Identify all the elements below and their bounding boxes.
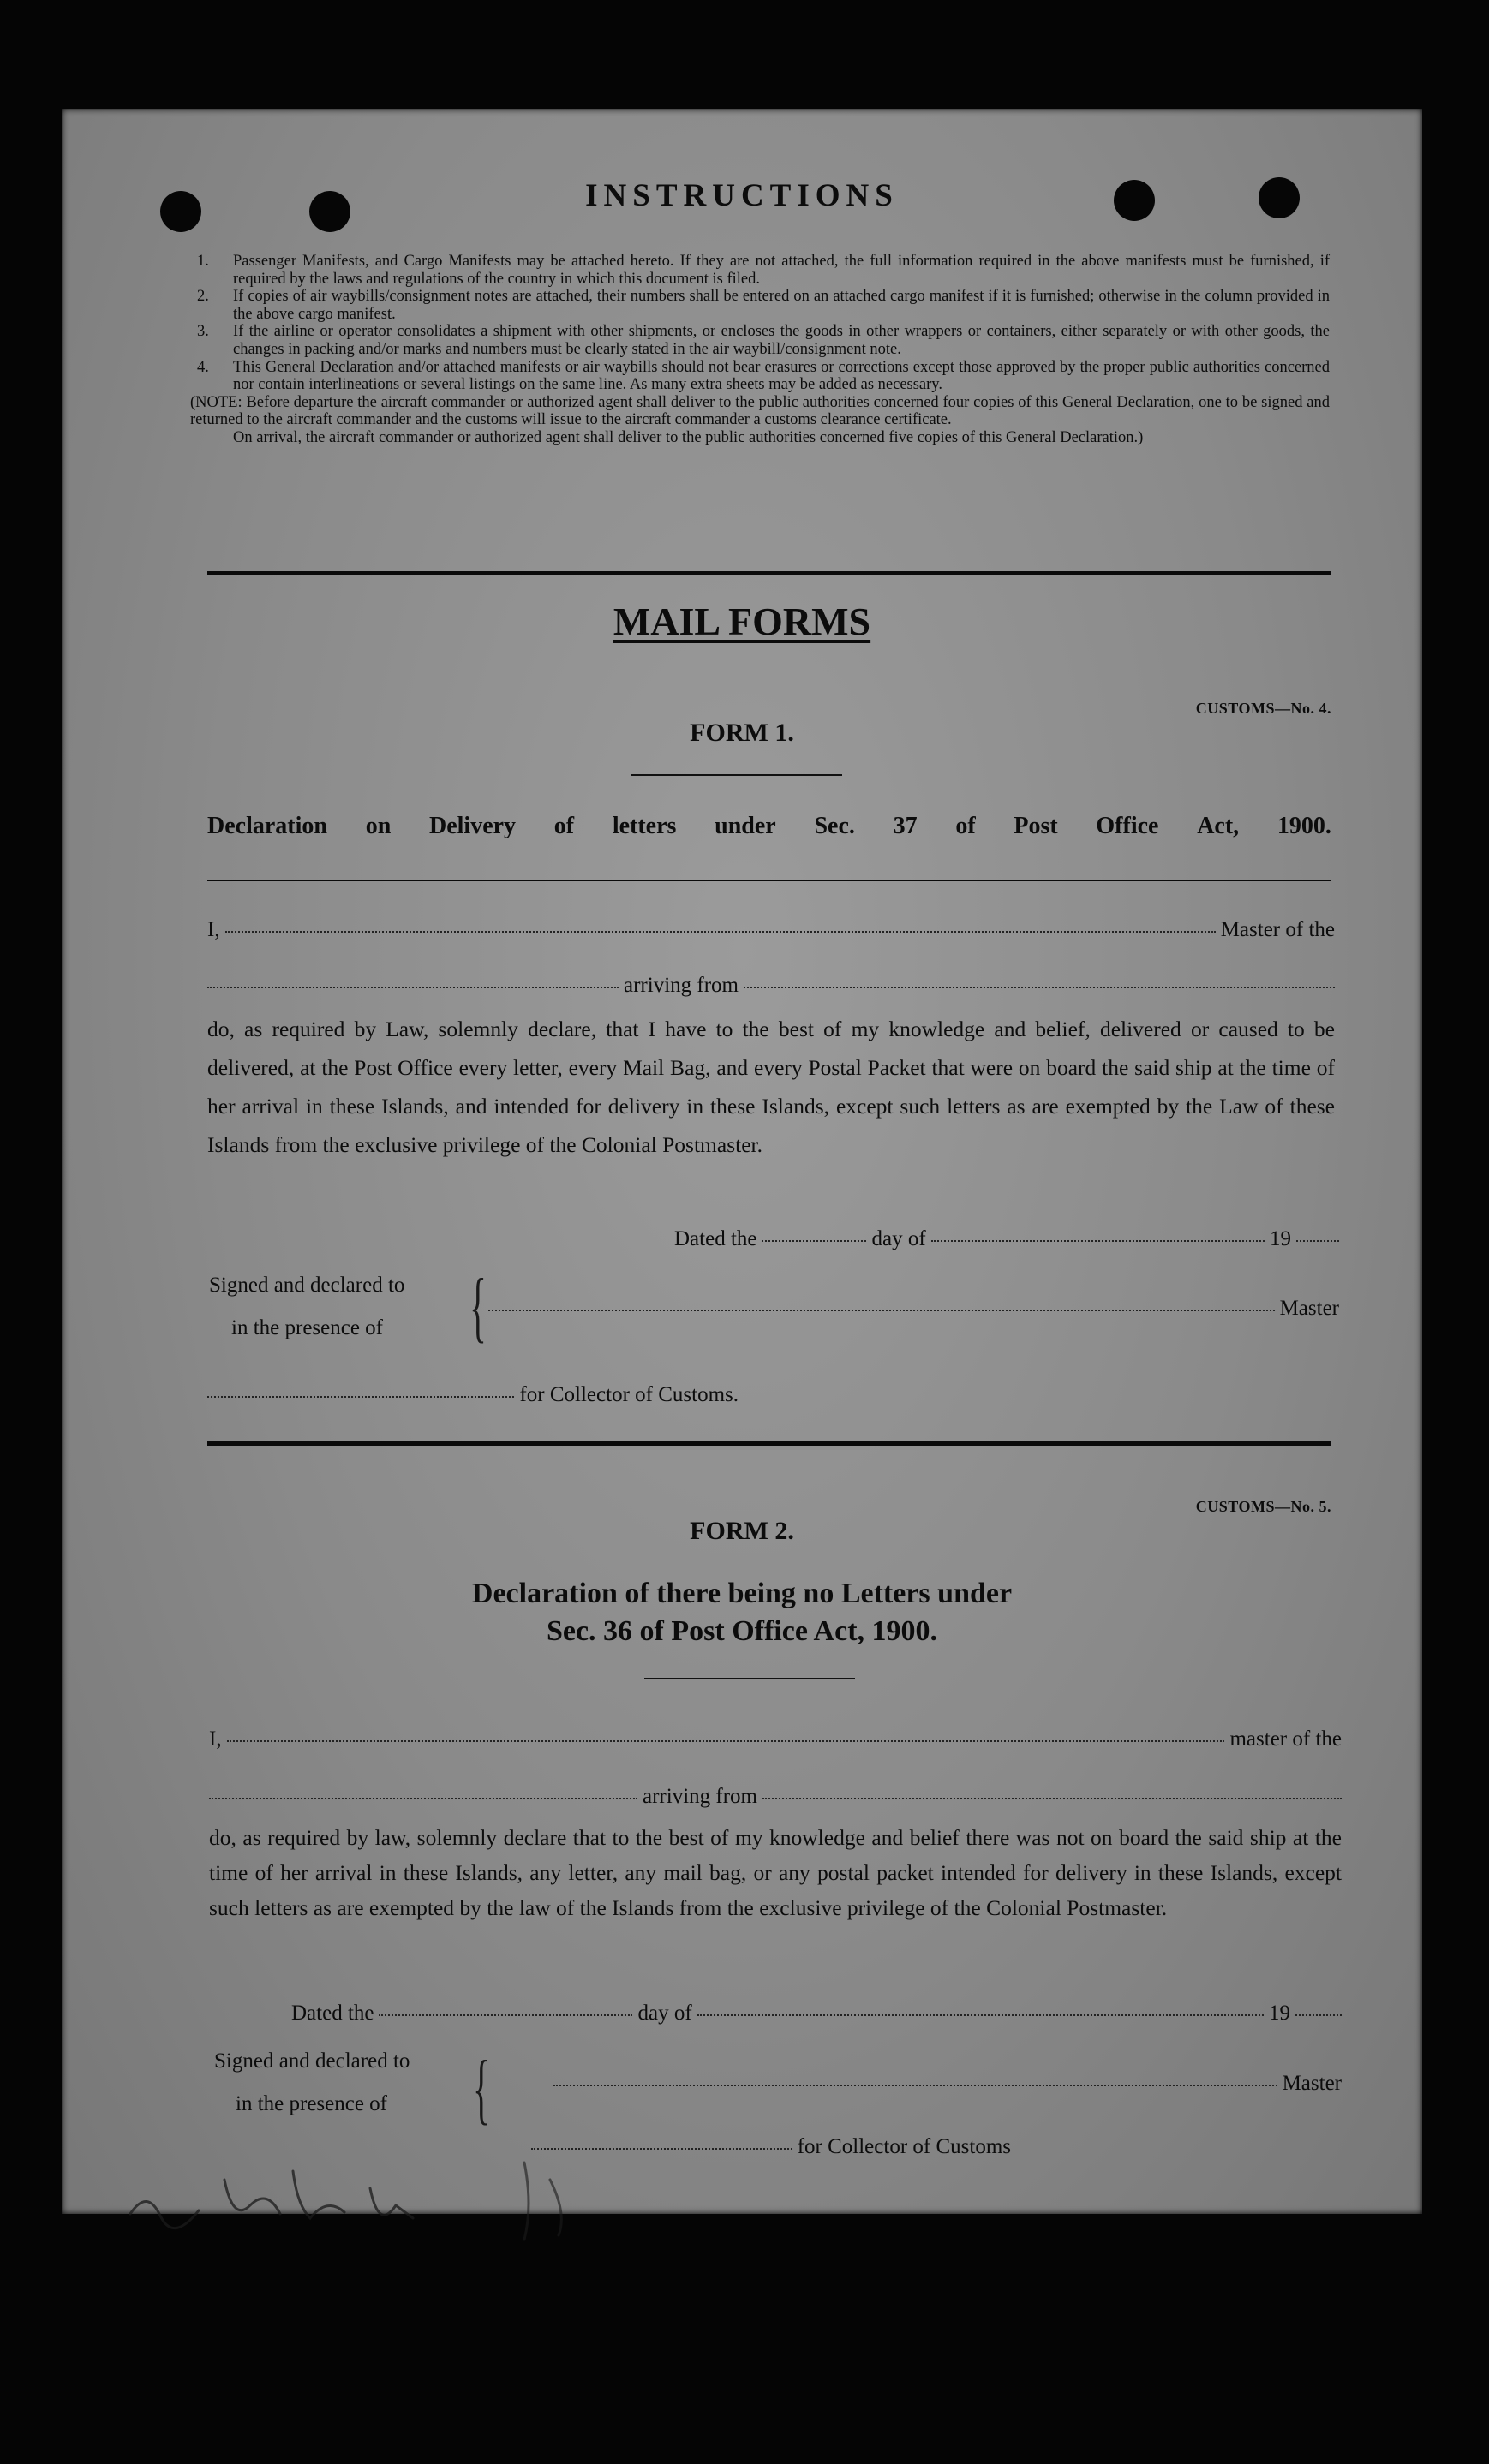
form2-master-line <box>209 1727 1342 1751</box>
instruction-note: (NOTE: Before departure the aircraft commander or authorized agent shall deliver to the public authorities concerned four copies of this General Declaration, one to be signed and returned to the aircraft commander and the customs will issue to the aircraft commander a customs clearance certificate. <box>190 393 1330 429</box>
form2-heading-line2: Sec. 36 of Post Office Act, 1900. <box>546 1615 938 1647</box>
day-of-label: day of <box>637 2002 692 2025</box>
form2-presence-label: in the presence of <box>236 2092 388 2115</box>
collector-label: for Collector of Customs <box>797 2135 1011 2158</box>
heading-word: Declaration <box>207 813 327 839</box>
date-month-field[interactable] <box>931 1239 1265 1242</box>
form1-presence-label: in the presence of <box>231 1316 384 1339</box>
collector-signature-field[interactable] <box>207 1395 514 1398</box>
form1-arriving-from-label: arriving from <box>624 974 739 997</box>
instruction-text: Passenger Manifests, and Cargo Manifests may be attached hereto. If they are not attached, the full information required in the above manifests must be furnished, if required by the laws and regulations of the country in which this document is filed. <box>233 253 1330 288</box>
form2-heading-line1: Declaration of there being no Letters under <box>471 1578 1013 1609</box>
master-signature-field[interactable] <box>488 1309 1275 1311</box>
form1-i-label: I, <box>207 918 220 941</box>
form2-declaration-heading <box>62 1575 1422 1650</box>
heading-word: on <box>365 813 392 839</box>
instruction-item <box>197 359 1330 394</box>
instruction-number: 1. <box>197 253 209 270</box>
instructions-list <box>190 253 1330 447</box>
form1-heading-rule <box>207 880 1331 881</box>
form2-dated-line <box>291 2002 1342 2025</box>
instruction-number: 3. <box>197 323 209 341</box>
handwritten-signature <box>122 2154 636 2248</box>
master-name-field[interactable] <box>225 930 1216 933</box>
form2-i-label: I, <box>209 1727 222 1751</box>
master-label: Master <box>1279 1297 1339 1320</box>
heading-word: Office <box>1096 813 1159 839</box>
mail-forms-title: MAIL FORMS <box>613 600 871 643</box>
instruction-text: If copies of air waybills/consignment notes are attached, their numbers shall be entered on an attached cargo manifest if it is furnished; otherwise in the column provided in the above cargo manifest. <box>233 288 1330 323</box>
heading-word: letters <box>612 813 677 839</box>
form2-arriving-from-label: arriving from <box>643 1785 757 1808</box>
form2-master-of-label: master of the <box>1229 1727 1342 1751</box>
day-of-label: day of <box>871 1227 926 1250</box>
form1-title: FORM 1. <box>690 719 794 747</box>
heading-word: under <box>715 813 776 839</box>
arriving-from-field[interactable] <box>744 986 1335 988</box>
form1-master-line <box>207 918 1335 942</box>
document-page <box>62 109 1422 2214</box>
instructions-title: INSTRUCTIONS <box>585 178 899 213</box>
form2-arriving-from-field[interactable] <box>762 1797 1342 1799</box>
date-year-field[interactable] <box>1296 1239 1339 1242</box>
instruction-note-continued: On arrival, the aircraft commander or authorized agent shall deliver to the public authorities concerned five copies of this General Declaration.) <box>233 428 1144 446</box>
form2-title: FORM 2. <box>690 1517 794 1545</box>
form2-master-name-field[interactable] <box>227 1739 1225 1742</box>
form2-master-sign-line <box>553 2072 1342 2096</box>
dated-the-label: Dated the <box>674 1227 757 1250</box>
form1-declaration-body: do, as required by Law, solemnly declare, that I have to the best of my knowledge and belief, delivered or caused to be delivered, at the Post Office every letter, every Mail Bag, and every Postal Packet that were on board the said ship at the time of her arrival in these Islands, and intended for delivery in these Islands, except such letters as are exempted by the Law of these Islands from the exclusive privilege of the Colonial Postmaster. <box>207 1017 1335 1157</box>
ship-name-field[interactable] <box>207 986 619 988</box>
form2-brace: { <box>473 2044 490 2132</box>
form2-date-month-field[interactable] <box>697 2014 1264 2016</box>
form-divider <box>207 1441 1331 1446</box>
heading-word: Sec. <box>814 813 855 839</box>
instruction-text: If the airline or operator consolidates a shipment with other shipments, or encloses the goods in other wrappers or containers, either separately or with other goods, the changes in packing and/or marks and numbers must be clearly stated in the air waybill/consignment note. <box>233 323 1330 358</box>
heading-word: of <box>553 813 575 839</box>
form2-signed-label: Signed and declared to <box>214 2049 410 2073</box>
dated-the-label: Dated the <box>291 2002 374 2025</box>
form2-arriving-line <box>209 1785 1342 1809</box>
instruction-number: 2. <box>197 288 209 306</box>
form2-collector-signature-field[interactable] <box>531 2147 792 2150</box>
year-label: 19 <box>1270 1227 1291 1250</box>
form1-collector-line <box>207 1383 739 1407</box>
form2-date-day-field[interactable] <box>379 2014 632 2016</box>
form1-master-sign-line <box>483 1297 1339 1321</box>
section-divider <box>207 571 1331 575</box>
master-label: Master <box>1282 2072 1342 2095</box>
form2-date-year-field[interactable] <box>1295 2014 1342 2016</box>
instruction-text: This General Declaration and/or attached manifests or air waybills should not bear erasures or corrections except those approved by the proper public authorities concerned nor contain interlineations or several listings on the same line. As many extra sheets may be added as necessary. <box>233 358 1330 394</box>
form2-ship-name-field[interactable] <box>209 1797 637 1799</box>
heading-word: Delivery <box>428 813 517 839</box>
heading-word: 37 <box>893 813 918 839</box>
form1-signed-label: Signed and declared to <box>209 1274 405 1297</box>
form1-dated-line <box>674 1227 1339 1251</box>
form2-master-signature-field[interactable] <box>553 2084 1277 2086</box>
form1-declaration-heading <box>207 813 1331 840</box>
instruction-item <box>197 253 1330 288</box>
date-day-field[interactable] <box>762 1239 866 1242</box>
heading-word: of <box>955 813 976 839</box>
form2-heading-rule <box>644 1678 855 1679</box>
form1-arriving-line <box>207 974 1335 998</box>
customs-number-form1: CUSTOMS—No. 4. <box>1195 700 1331 717</box>
heading-word: Act, <box>1197 813 1240 839</box>
form1-master-of-label: Master of the <box>1220 918 1335 941</box>
form2-declaration-body: do, as required by law, solemnly declare that to the best of my knowledge and belief there was not on board the said ship at the time of her arrival in these Islands, any letter, any mail bag, or any postal packet intended for delivery in these Islands, except such letters as are exempted by the law of the Islands from the exclusive privilege of the Colonial Postmaster. <box>209 1825 1342 1920</box>
form1-brace: { <box>469 1262 487 1350</box>
heading-word: 1900. <box>1277 813 1331 839</box>
instruction-item <box>197 323 1330 358</box>
collector-label: for Collector of Customs. <box>519 1383 739 1406</box>
instruction-item <box>197 288 1330 323</box>
form1-title-rule <box>631 774 842 776</box>
instruction-number: 4. <box>197 358 209 376</box>
year-label: 19 <box>1269 2002 1290 2025</box>
customs-number-form2: CUSTOMS—No. 5. <box>1195 1498 1331 1515</box>
heading-word: Post <box>1014 813 1058 839</box>
